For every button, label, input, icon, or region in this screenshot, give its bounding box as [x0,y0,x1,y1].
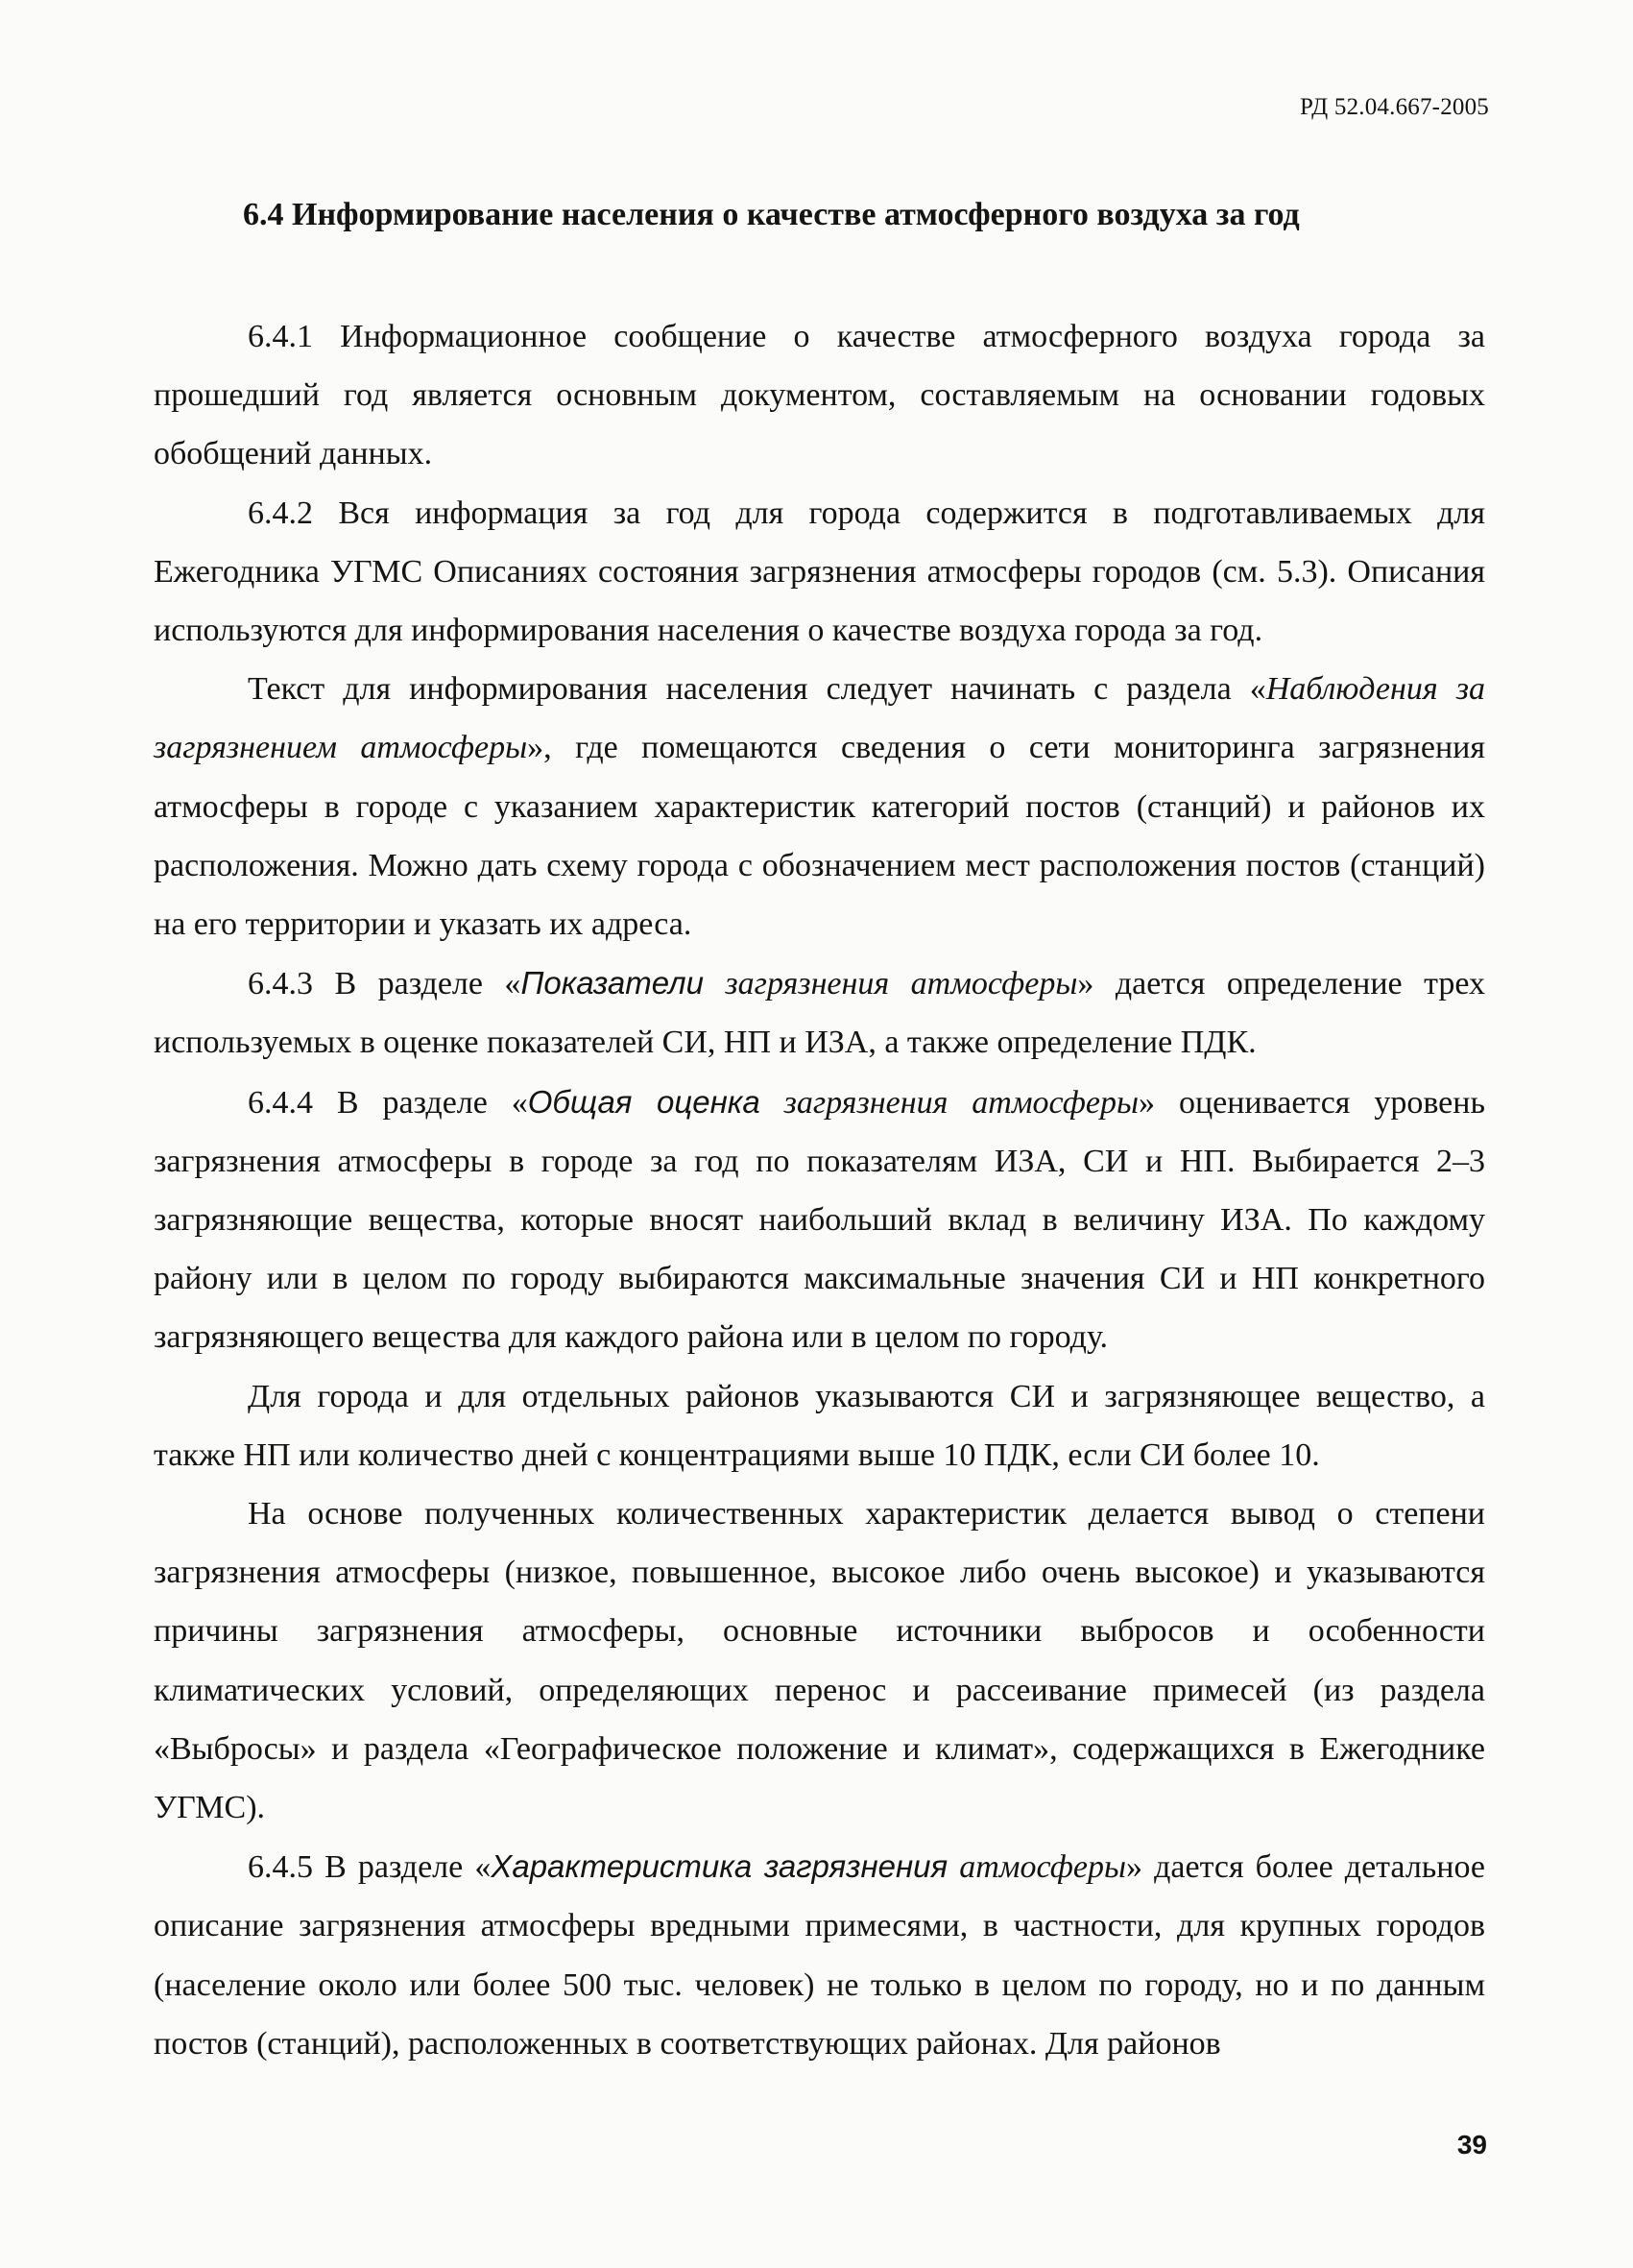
section-reference-italic: загрязнения атмосферы [703,966,1078,1002]
paragraph-text: », где помещаются сведения о сети мониторинга загрязнения атмосферы в городе с указанием характеристик категорий постов (станций) и районов их расположения. Можно дать схему города с обозначением мест расположения постов (станций) на его территории и указать их адреса. [154,730,1486,943]
paragraph-observations [154,660,1485,953]
paragraph-6-4-4 [154,1073,1485,1367]
paragraph-text: 6.4.5 В разделе « [248,1849,492,1886]
paragraph-6-4-5 [154,1837,1485,2073]
paragraph-text: 6.4.3 В разделе « [248,966,521,1002]
section-reference-italic: загрязнения атмосферы [759,1084,1140,1121]
section-title: 6.4 Информирование населения о качестве атмосферного воздуха за год [243,197,1300,232]
paragraph-6-4-1: 6.4.1 Информационное сообщение о качестве атмосферного воздуха города за прошедший год является основным документом, составляемым на основании годовых обобщений данных. [154,319,1485,472]
section-reference-italic: атмосферы [948,1849,1126,1886]
section-reference-italic: Наблюдения за загрязнением атмосферы [154,671,1485,766]
body-text [154,307,1485,2073]
paragraph-6-4-2: 6.4.2 Вся информация за год для города содержится в подготавливаемых для Ежегодника УГМС Описаниях состояния загрязнения атмосферы городов (см. 5.3). Описания используются для информирования населения о качестве воздуха города за год. [154,495,1485,649]
document-code: РД 52.04.667-2005 [1299,94,1489,120]
paragraph-text: » дается более детальное описание загрязнения атмосферы вредными примесями, в частности, для крупных городов (население около или более 500 тыс. человек) не только в целом по городу, но и по данным постов (станций), расположенных в соответствующих районах. Для районов [154,1849,1485,2062]
paragraph-text: 6.4.4 В разделе « [248,1084,528,1121]
section-reference-italic-sans: Общая оценка [527,1083,760,1120]
paragraph-text: » оценивается уровень загрязнения атмосферы в городе за год по показателям ИЗА, СИ и НП. Выбирается 2–3 загрязняющие вещества, которые вносят наибольший вклад в величину ИЗА. По каждому району или в целом по городу выбираются максимальные значения СИ и НП конкретного загрязняющего вещества для каждого района или в целом по городу. [154,1084,1485,1356]
page-number: 39 [1456,2130,1487,2159]
paragraph-text: Текст для информирования населения следует начинать с раздела « [248,671,1266,708]
paragraph-text: » дается определение трех используемых в оценке показателей СИ, НП и ИЗА, а также определение ПДК. [154,966,1485,1061]
paragraph-conclusion: На основе полученных количественных характеристик делается вывод о степени загрязнения атмосферы (низкое, повышенное, высокое либо очень высокое) и указываются причины загрязнения атмосферы, основные источники выбросов и особенности климатических условий, определяющих перенос и рассеивание примесей (из раздела «Выбросы» и раздела «Географическое положение и климат», содержащихся в Ежегоднике УГМС). [154,1496,1485,1826]
section-reference-italic-sans: Характеристика загрязнения [491,1848,949,1885]
paragraph-city-districts: Для города и для отдельных районов указываются СИ и загрязняющее вещество, а также НП или количество дней с концентрациями выше 10 ПДК, если СИ более 10. [154,1378,1485,1473]
section-reference-italic-sans: Показатели [520,965,704,1001]
paragraph-6-4-3 [154,953,1485,1072]
